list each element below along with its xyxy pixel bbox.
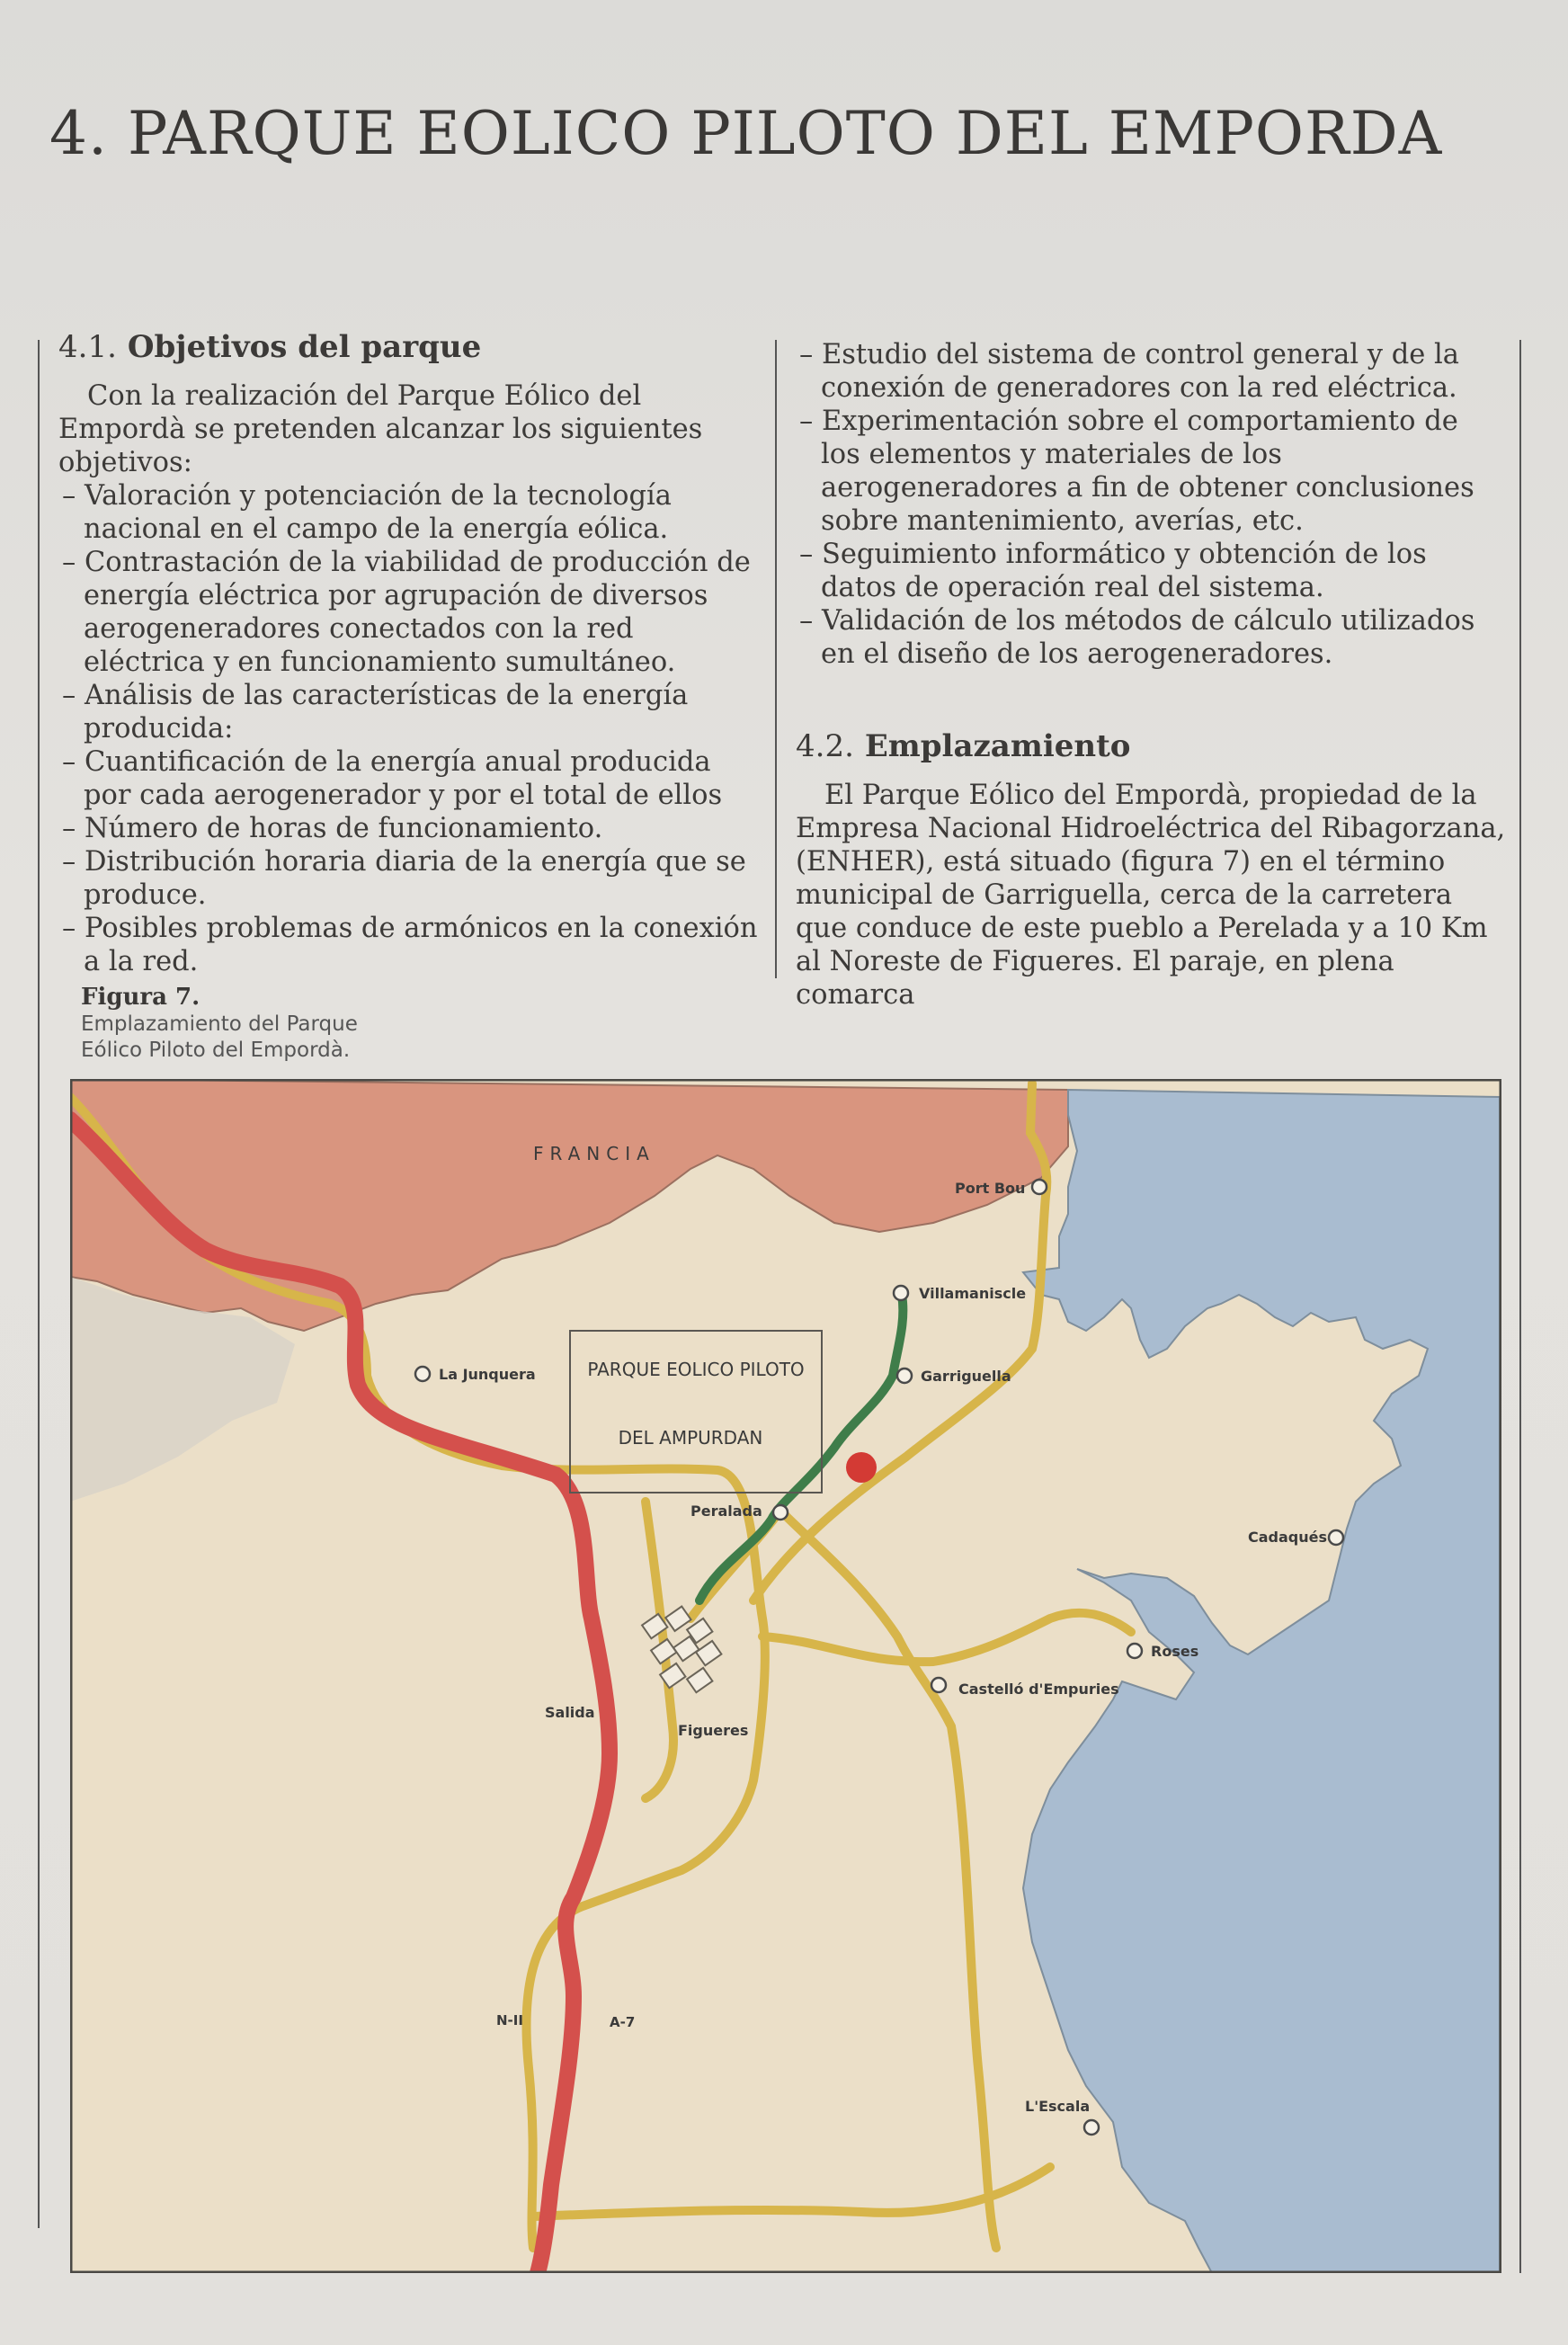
n2-label: N-II [496, 2012, 523, 2028]
objetivos-list [58, 479, 760, 978]
section-number: 4.2. [796, 728, 854, 764]
section-heading-objetivos [58, 329, 760, 365]
castello-marker [931, 1678, 946, 1692]
location-map [70, 1079, 1501, 2273]
roses-marker [1127, 1644, 1142, 1658]
left-column [58, 329, 760, 978]
section-number: 4.1. [58, 329, 117, 365]
figure-caption-text: Emplazamiento del Parque Eólico Piloto del Empordà. [81, 1012, 358, 1062]
roses-label: Roses [1151, 1643, 1199, 1660]
center-column-rule [775, 340, 777, 978]
list-item: – Distribución horaria diaria de la energía que se produce. [58, 845, 760, 912]
a7-label: A-7 [610, 2014, 636, 2030]
list-item: – Análisis de las características de la energía producida: [58, 679, 760, 745]
cadaques-marker [1329, 1530, 1343, 1545]
park-location-dot [846, 1452, 877, 1483]
port-bou-label: Port Bou [955, 1180, 1026, 1197]
castello-label: Castelló d'Empuries [958, 1681, 1119, 1698]
page-title: 4. PARQUE EOLICO PILOTO DEL EMPORDA [49, 99, 1443, 168]
cadaques-label: Cadaqués [1248, 1529, 1328, 1546]
peralada-label: Peralada [690, 1502, 762, 1520]
section-heading-emplazamiento [796, 728, 1506, 764]
figure-title: Figura 7. [81, 984, 200, 1011]
figueres-label: Figueres [678, 1722, 749, 1739]
port-bou-marker [1032, 1180, 1047, 1194]
list-item: – Seguimiento informático y obtención de los datos de operación real del sistema. [796, 538, 1506, 604]
objetivos-list-continued [796, 338, 1506, 671]
list-item: – Número de horas de funcionamiento. [58, 812, 760, 845]
salida-label: Salida [545, 1704, 595, 1721]
park-label-line2: DEL AMPURDAN [618, 1427, 763, 1449]
emplazamiento-text: El Parque Eólico del Empordà, propiedad de la Empresa Nacional Hidroeléctrica del Ribagorzana, (ENHER), está situado (figura 7) en el término municipal de Garriguella, cerca de la carretera que conduce de este pueblo a Perelada y a 10 Km al Noreste de Figueres. El paraje, en plena comarca [796, 780, 1506, 1011]
section-title: Emplazamiento [864, 728, 1131, 764]
list-item: – Contrastación de la viabilidad de producción de energía eléctrica por agrupación de diversos aerogeneradores conectados con la red eléctrica y en funcionamiento sumultáneo. [58, 546, 760, 679]
right-column [796, 338, 1506, 1012]
figure-caption [81, 983, 405, 1064]
objetivos-intro: Con la realización del Parque Eólico del Empordà se pretenden alcanzar los siguientes objetivos: [58, 380, 703, 478]
lescala-label: L'Escala [1025, 2098, 1091, 2115]
right-column-rule [1519, 340, 1521, 2273]
la-junquera-marker [415, 1367, 430, 1381]
lescala-marker [1084, 2120, 1099, 2135]
garriguella-marker [897, 1369, 912, 1383]
list-item: – Posibles problemas de armónicos en la conexión a la red. [58, 912, 760, 978]
list-item: – Cuantificación de la energía anual producida por cada aerogenerador y por el total de ellos [58, 745, 760, 812]
left-column-rule [38, 340, 40, 2228]
la-junquera-label: La Junquera [439, 1366, 536, 1383]
villamaniscle-marker [894, 1286, 908, 1300]
list-item: – Valoración y potenciación de la tecnología nacional en el campo de la energía eólica. [58, 479, 760, 546]
france-label: FRANCIA [533, 1143, 655, 1164]
villamaniscle-label: Villamaniscle [919, 1285, 1027, 1302]
peralada-marker [773, 1505, 788, 1520]
park-label-line1: PARQUE EOLICO PILOTO [587, 1359, 805, 1380]
list-item: – Experimentación sobre el comportamiento de los elementos y materiales de los aerogeneradores a fin de obtener conclusiones sobre mantenimiento, averías, etc. [796, 405, 1506, 538]
garriguella-label: Garriguella [921, 1368, 1011, 1385]
section-title: Objetivos del parque [127, 329, 482, 365]
list-item: – Estudio del sistema de control general y de la conexión de generadores con la red eléctrica. [796, 338, 1506, 405]
list-item: – Validación de los métodos de cálculo utilizados en el diseño de los aerogeneradores. [796, 604, 1506, 671]
